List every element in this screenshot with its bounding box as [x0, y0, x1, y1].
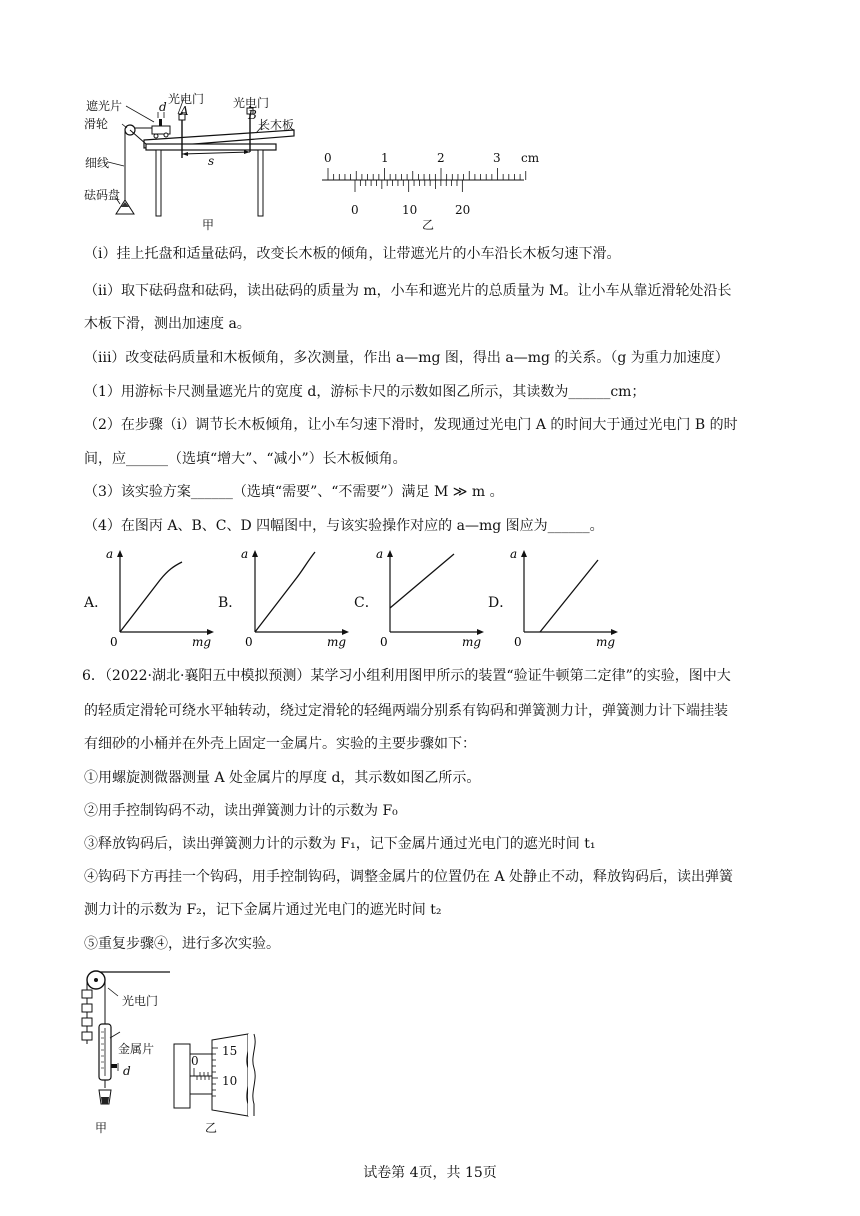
problem6-line3: 有细砂的小桶并在外壳上固定一金属片。实验的主要步骤如下：: [84, 736, 476, 752]
problem6-step4-line2: 测力计的示数为 F₂，记下金属片通过光电门的遮光时间 t₂: [84, 902, 442, 918]
step-iii: （iii）改变砝码质量和木板倾角，多次测量，作出 a—mg 图，得出 a—mg 的关系。（g 为重力加速度）: [84, 350, 729, 366]
graph-axes: [390, 554, 480, 632]
problem6-step4-line1: ④钩码下方再挂一个钩码，用手控制钩码，调整金属片的位置仍在 A 处静止不动，释放钩码后，读出弹簧: [84, 869, 734, 885]
y-axis-label: a: [106, 547, 114, 561]
label-a-gate: A: [180, 104, 189, 118]
label-famapan: 砝码盘: [84, 188, 121, 202]
question-3: （3）该实验方案______（选填“需要”、“不需要”）满足 M ≫ m 。: [84, 484, 504, 500]
y-axis-arrow: [521, 550, 527, 557]
label-b-gate: B: [248, 108, 257, 122]
micrometer-label-15: 15: [222, 1044, 238, 1058]
step-ii-line2: 木板下滑，测出加速度 a。: [84, 316, 251, 332]
label-guangdianmen-a: 光电门: [168, 92, 205, 106]
caliper-main-label-2: 2: [437, 151, 445, 165]
y-axis-label: a: [510, 547, 518, 561]
label-guangdianmen-b: 光电门: [233, 96, 270, 110]
caliper-unit: cm: [521, 151, 540, 165]
x-axis-label: mg: [192, 635, 212, 649]
caliper-main-scale: [328, 168, 526, 180]
step-ii-line1: （ii）取下砝码盘和砝码，读出砝码的质量为 m，小车和遮光片的总质量为 M。让小车从靠近滑轮处沿长: [84, 283, 732, 299]
graph-option-d-letter: D．: [488, 595, 514, 611]
problem6-step1: ①用螺旋测微器测量 A 处金属片的厚度 d，其示数如图乙所示。: [84, 770, 481, 786]
y-axis-arrow: [117, 550, 123, 557]
question-1: （1）用游标卡尺测量遮光片的宽度 d，游标卡尺的示数如图乙所示，其读数为______cm；: [84, 384, 646, 400]
graph-curve: [120, 562, 182, 632]
question-4: （4）在图丙 A、B、C、D 四幅图中，与该实验操作对应的 a—mg 图应为______。: [84, 518, 604, 534]
label-jia-top: 甲: [202, 218, 215, 232]
graph-axes: [120, 554, 210, 632]
label-jinshupian: 金属片: [118, 1042, 155, 1056]
caliper-main-label-1: 1: [381, 151, 389, 165]
problem6-step5: ⑤重复步骤④，进行多次实验。: [84, 936, 280, 952]
problem6-step2: ②用手控制钩码不动，读出弹簧测力计的示数为 F₀: [84, 803, 398, 819]
question-2-line2: 间，应______（选填“增大”、“减小”）长木板倾角。: [84, 451, 407, 467]
caliper-main-label-0: 0: [324, 151, 332, 165]
origin-label: 0: [110, 635, 118, 649]
origin-label: 0: [245, 635, 253, 649]
caliper-vernier-scale: [355, 180, 462, 192]
origin-label: 0: [514, 635, 522, 649]
step-i: （i）挂上托盘和适量砝码，改变长木板的倾角，让带遮光片的小车沿长木板匀速下滑。: [84, 246, 621, 262]
figure-yi-micrometer: [170, 1032, 270, 1118]
graph-option-d: [510, 547, 624, 649]
problem6-step3: ③释放钩码后，读出弹簧测力计的示数为 F₁，记下金属片通过光电门的遮光时间 t₁: [84, 836, 596, 852]
x-axis-label: mg: [596, 635, 616, 649]
y-axis-label: a: [376, 547, 384, 561]
label-s: s: [208, 154, 215, 168]
y-axis-label: a: [241, 547, 249, 561]
x-axis-label: mg: [327, 635, 347, 649]
x-axis-label: mg: [462, 635, 482, 649]
label-yi-top: 乙: [422, 218, 435, 232]
label-zheguangpian: 遮光片: [86, 99, 123, 113]
graph-curve: [255, 552, 315, 632]
question-2-line1: （2）在步骤（i）调节长木板倾角，让小车匀速下滑时，发现通过光电门 A 的时间大于通过光电门 B 的时: [84, 417, 738, 433]
graph-option-c-letter: C．: [354, 595, 379, 611]
graph-curve: [390, 554, 454, 608]
graph-curve: [540, 560, 598, 632]
page-footer: 试卷第 4页，共 15页: [363, 1165, 497, 1181]
label-jia-bottom: 甲: [95, 1121, 108, 1135]
label-d-bottom: d: [123, 1064, 131, 1078]
label-yi-bottom: 乙: [205, 1121, 218, 1135]
caliper-vernier-label-10: 10: [402, 203, 418, 217]
problem6-line2: 的轻质定滑轮可绕水平轴转动，绕过定滑轮的轻绳两端分别系有钩码和弹簧测力计，弹簧测力计下端挂装: [84, 703, 728, 719]
label-guangdianmen-bottom: 光电门: [122, 994, 159, 1008]
origin-label: 0: [380, 635, 388, 649]
caliper-vernier-label-0: 0: [351, 203, 359, 217]
graph-option-a: [106, 547, 220, 649]
caliper-main-label-3: 3: [493, 151, 501, 165]
graph-option-a-letter: A．: [84, 595, 109, 611]
graph-axes: [524, 554, 614, 632]
y-axis-arrow: [387, 550, 393, 557]
label-d-top: d: [159, 100, 167, 114]
y-axis-arrow: [252, 550, 258, 557]
label-changmuban: 长木板: [258, 118, 295, 132]
label-huolun: 滑轮: [84, 117, 109, 131]
label-xixian: 细线: [85, 156, 110, 170]
graph-option-c: [376, 547, 490, 649]
graph-option-b-letter: B．: [218, 595, 243, 611]
graph-axes: [255, 554, 345, 632]
graph-option-b: [241, 547, 355, 649]
micrometer-label-10: 10: [222, 1074, 238, 1088]
micrometer-label-0: 0: [191, 1054, 199, 1068]
caliper-vernier-label-20: 20: [455, 203, 471, 217]
problem6-line1: 6．（2022·湖北·襄阳五中模拟预测）某学习小组利用图甲所示的装置“验证牛顿第二定律”的实验，图中大: [82, 668, 731, 684]
